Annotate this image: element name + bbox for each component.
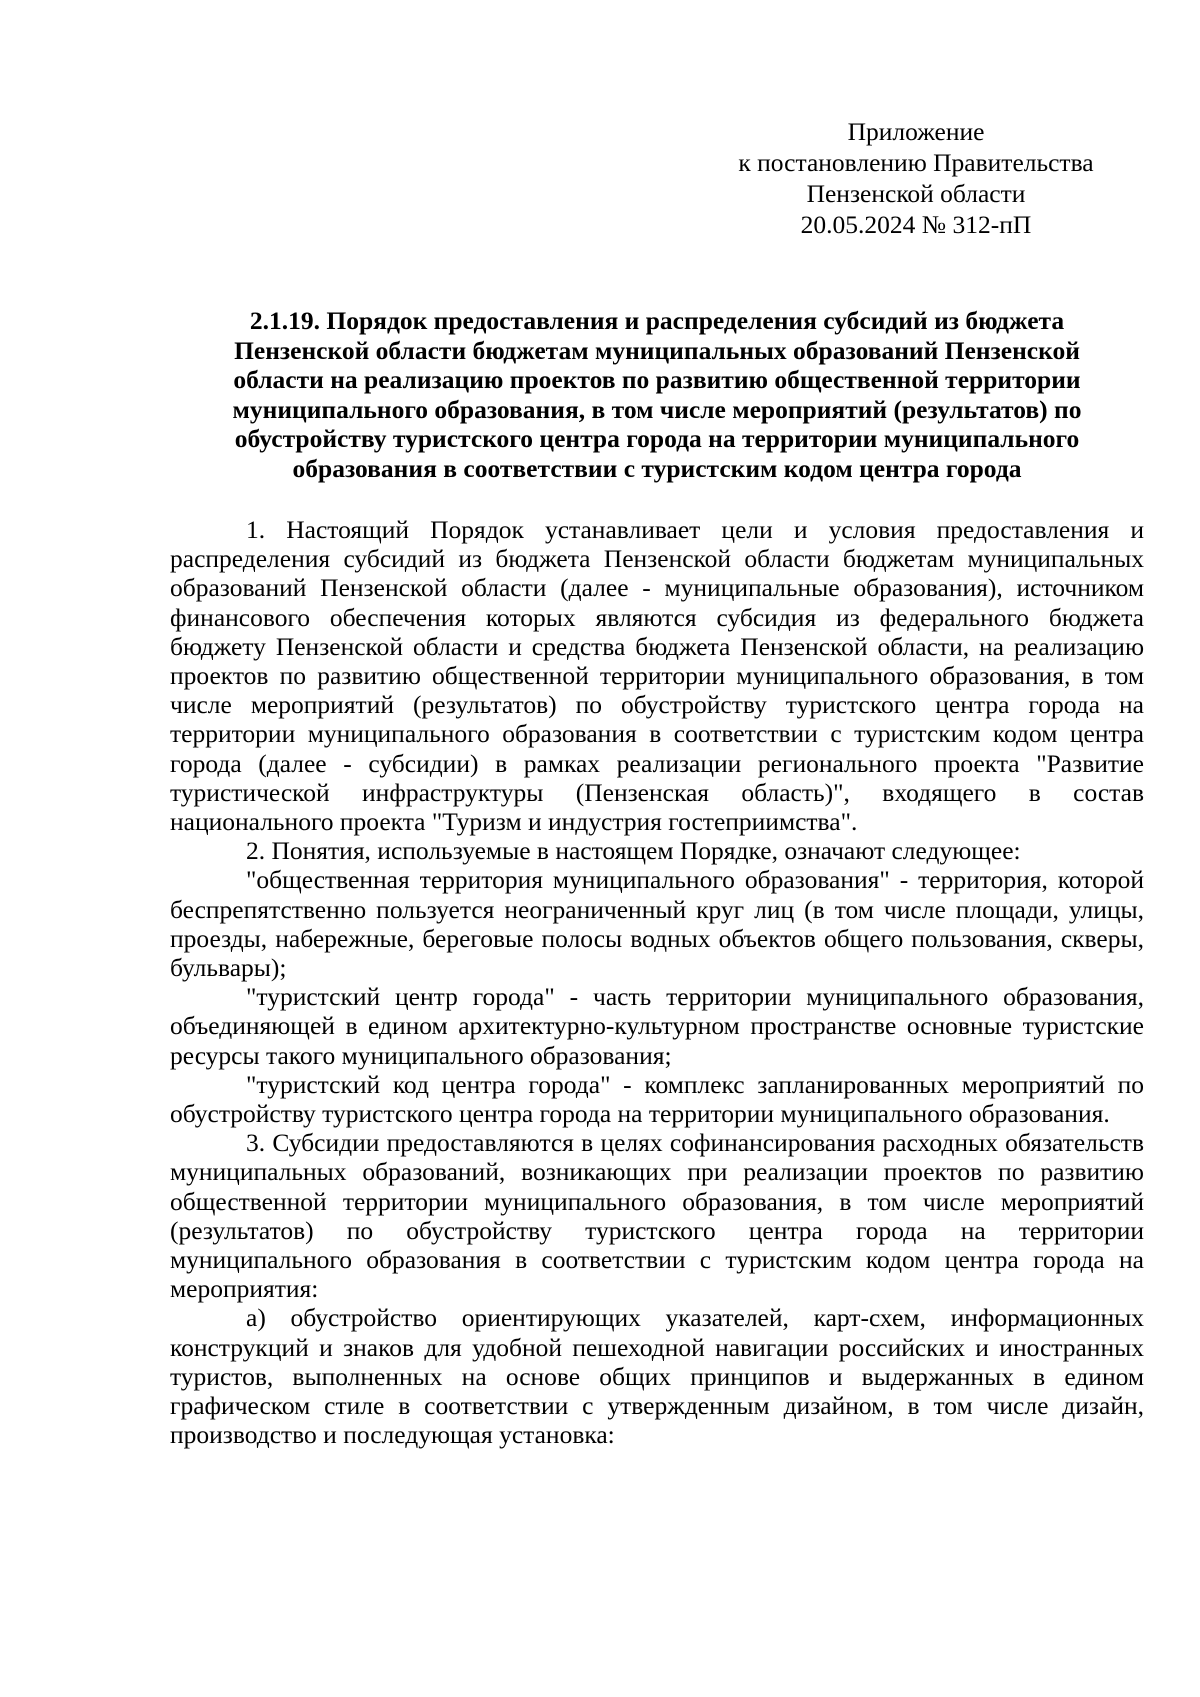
- definition-tourist-code: "туристский код центра города" - комплекс запланированных мероприятий по обустройству туристского центра города на территории муниципального образования.: [170, 1069, 1144, 1129]
- heading-line: муниципального образования, в том числе мероприятий (результатов) по: [232, 394, 1082, 424]
- paragraph-3-subsidy-goals: 3. Субсидии предоставляются в целях софинансирования расходных обязательств муниципальных образований, возникающих при реализации проектов по развитию общественной территории муниципального образования, в том числе мероприятий (результатов) по обустройству туристского центра города на территории муниципального образования в соответствии с туристским кодом центра города на мероприятия:: [170, 1128, 1144, 1304]
- annex-date-number: 20.05.2024 № 312-пП: [800, 210, 1032, 239]
- subitem-a-navigation: а) обустройство ориентирующих указателей, карт-схем, информационных конструкций и знаков для удобной пешеходной навигации российских и иностранных туристов, выполненных на основе общих принципов и выдержанных в едином графическом стиле в соответствии с утвержденным дизайном, в том числе дизайн, производство и последующая установка:: [170, 1303, 1144, 1450]
- document-heading: [170, 306, 1144, 484]
- heading-line: 2.1.19. Порядок предоставления и распределения субсидий из бюджета: [249, 306, 1065, 335]
- annex-region: Пензенской области: [806, 179, 1026, 208]
- heading-line: образования в соответствии с туристским кодом центра города: [292, 453, 1022, 483]
- annex-block: [686, 116, 1146, 240]
- heading-line: области на реализацию проектов по развитию общественной территории: [233, 365, 1081, 395]
- heading-line: Пензенской области бюджетам муниципальных образований Пензенской: [234, 335, 1080, 365]
- definition-public-territory: "общественная территория муниципального образования" - территория, которой беспрепятственно пользуется неограниченный круг лиц (в том числе площади, улицы, проезды, набережные, береговые полосы водных объектов общего пользования, скверы, бульвары);: [170, 865, 1144, 983]
- document-body: [170, 515, 1144, 1450]
- paragraph-1-purpose: 1. Настоящий Порядок устанавливает цели и условия предоставления и распределения субсидий из бюджета Пензенской области бюджетам муниципальных образований Пензенской области (далее - муниципальные образования), источником финансового обеспечения которых являются субсидия из федерального бюджета бюджету Пензенской области и средства бюджета Пензенской области, на реализацию проектов по развитию общественной территории муниципального образования, в том числе мероприятий (результатов) по обустройству туристского центра города на территории муниципального образования в соответствии с туристским кодом центра города (далее - субсидии) в рамках реализации регионального проекта "Развитие туристической инфраструктуры (Пензенская область)", входящего в состав национального проекта "Туризм и индустрия гостеприимства".: [170, 515, 1144, 837]
- annex-title: Приложение: [847, 117, 985, 146]
- annex-reference: к постановлению Правительства: [738, 148, 1094, 177]
- heading-line: обустройству туристского центра города на территории муниципального: [234, 424, 1080, 454]
- paragraph-2-definitions-intro: 2. Понятия, используемые в настоящем Порядке, означают следующее:: [246, 836, 1021, 866]
- definition-tourist-center: "туристский центр города" - часть территории муниципального образования, объединяющей в едином архитектурно-культурном пространстве основные туристские ресурсы такого муниципального образования;: [170, 982, 1144, 1070]
